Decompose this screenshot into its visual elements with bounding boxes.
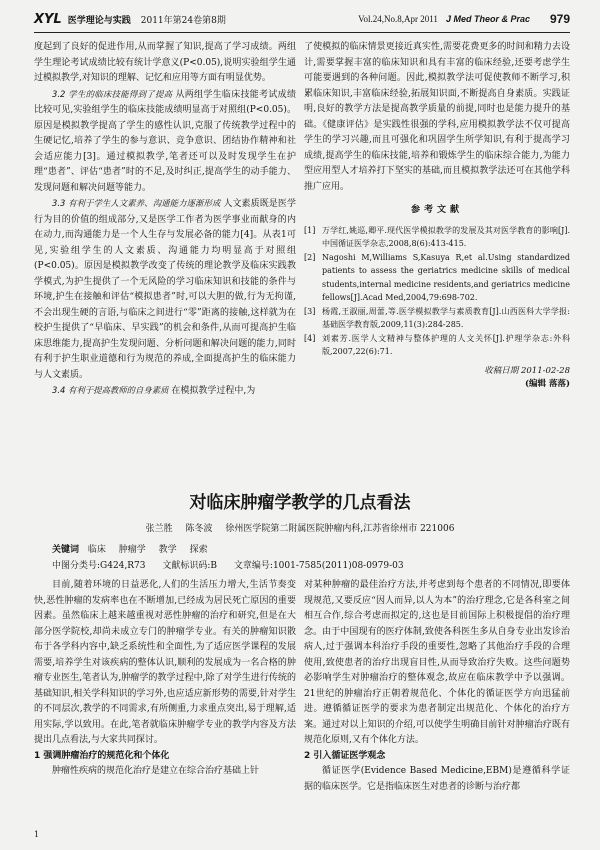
header-rule: [34, 32, 570, 33]
section-3-3: [34, 196, 296, 383]
section-heading: 2 引入循证医学观念: [304, 750, 386, 761]
paragraph: 了使模拟的临床情景更接近真实性,需要花费更多的时间和精力去设计,需要掌握丰富的临床知识和具有丰富的临床经验,还要考虑学生可能要遇到的各种问题。因此,模拟教学法可促使教师不断学习,积累临床知识,丰富临床经验,拓展知识面,不断提高自身素质。实践证明,良好的教学方法是提高教学质量的前提,同时也是能力提升的基础。《健康评估》是实践性很强的学科,应用模拟教学法不仅可提高学生的学习兴趣,而且可强化和巩固学生所学知识,有利于提高学习成绩,提高学生的临床技能,培养和锻炼学生的临床综合能力,为能力型应用型人才培养打下坚实的基础,而且模拟教学法还可在其他学科推广应用。: [304, 42, 570, 192]
reference-item: [1] 万学红,姚巡,卿平.现代医学模拟教学的发展及其对医学教育的影响[J].中国循证医学杂志,2008,8(6):413-415.: [304, 225, 570, 248]
volume-en: Vol.24,No.8,Apr 2011: [358, 14, 438, 24]
subsection-title: 3.4 有利于提高教师的自身素质: [52, 385, 169, 395]
volume-cn: 2011年第24卷第8期: [140, 15, 226, 26]
keyword: 肿瘤学: [118, 545, 146, 555]
keywords-label: 关键词: [52, 545, 80, 555]
keywords-line: [52, 542, 572, 555]
footer-mark: 1: [34, 830, 40, 839]
subsection-title: 3.2 学生的临床技能得到了提高: [52, 88, 173, 99]
document-code: 文献标识码:B: [162, 561, 218, 571]
keyword: 临床: [87, 545, 106, 555]
paragraph: 在模拟教学过程中,为: [171, 386, 256, 396]
paragraph: 循证医学(Evidence Based Medicine,EBM)是遵循科学证据的临床医学。它是指临床医生对患者的诊断与治疗都: [304, 766, 570, 792]
article-left-column: [34, 578, 296, 780]
article-title: 对临床肿瘤学教学的几点看法: [189, 493, 411, 513]
paragraph: 度起到了良好的促进作用,从而掌握了知识,提高了学习成绩。两组学生理论考试成绩比较有统计学意义(P<0.05),说明实验组学生通过模拟教学,对知识的理解、记忆和应用等方面有明显优势。: [34, 42, 296, 83]
author-name: 张兰胜: [145, 524, 173, 534]
paragraph: 人文素质既是医学行为目的价值的组成部分,又是医学工作者为医学事业而献身的内在动力,而沟通能力是一个人生存与发展必备的能力[4]。从表1可见,实验组学生的人文素质、沟通能力均明显高于对照组(P<0.05)。原因是模拟教学改变了传统的理论教学及临床实践教学模式,为护生提供了一个无风险的学习临床知识和技能的条件与环境,护生在接触和评估“模拟患者”时,可以大胆的做,行为无拘谨,不会出现生硬的言语,与临床之间进行“零”距离的接触,这样就为在校护生提供了“早临床、早实践”的机会和条件,从而可提高护生临床思维能力,提高护生发现问题、分析问题和解决问题的能力,同时有利于护生职业道德和行为规范的养成,全面提高护生的临床能力与人文素质。: [34, 199, 296, 380]
keyword: 教学: [158, 545, 177, 555]
reference-item: [2] Nagoshi M,Williams S,Kasuya R,et al.Using standardized patients to assess the geriatrics medicine skills of medical students,internal medicine residents,and geriatrics medicine fellows[J].Acad Med,2004,79:698-702.: [304, 252, 570, 302]
prev-article-right-column: [304, 40, 570, 391]
paragraph: 对某种肿瘤的最佳治疗方法,并考虑到每个患者的不同情况,即要体现规范,又要反应“因人而异,以人为本”的治疗理念,它是各科室之间相互合作,综合考虑而拟定的,这也是目前国际上积极提倡的治疗理念。由于中国现有的医疗体制,致使各科医生多从自身专业出发诊治病人,过于强调本科治疗手段的重要性,忽略了其他治疗手段的合理使用,致使患者的治疗出现盲目性,从而导致治疗失败。这些问题势必影响学生对肿瘤治疗的整体观念,故应在临床教学中予以强调。21世纪的肿瘤治疗正朝着规范化、个体化的循证医学方向迅猛前进。遵循循证医学的要求为患者制定出规范化、个体化的治疗方案。通过对以上知识的介绍,可以使学生明确目前针对肿瘤治疗既有规范化原则,又有个体化方法。: [304, 580, 570, 745]
reference-item: [3] 杨霞,王淑丽,周蕾,等.医学模拟教学与素质教育[J].山西医科大学学报:基础医学教育版,2009,11(3):284-285.: [304, 306, 570, 329]
subsection-title: 3.3 有利于学生人文素养、沟通能力逐渐形成: [52, 198, 221, 208]
reference-item: [4] 刘素芳.医学人文精神与整体护理的人文关怀[J].护理学杂志:外科版,2007,22(6):71.: [304, 333, 570, 356]
author-name: 陈冬波: [185, 524, 213, 534]
section-3-2: [34, 87, 296, 197]
journal-name-en: J Med Theor & Prac: [445, 14, 530, 24]
paragraph: 从两组学生临床技能考试成绩比较可见,实验组学生的临床技能成绩明显高于对照组(P<0.05)。原因是模拟教学提高了学生的感性认识,克服了传统教学过程中的生硬记忆,培养了学生的参与意识、竞争意识、团结协作精神和社会适应能力[3]。通过模拟教学,笔者还可以及时发现学生在护理“患者”、评估“患者”时的不足,及时纠正,提高学生的动手能力、发现问题和解决问题等能力。: [34, 89, 296, 193]
keyword: 探索: [189, 545, 208, 555]
journal-name-cn: 医学理论与实践: [67, 15, 131, 26]
page-number: 979: [549, 12, 570, 26]
section-3-4: [34, 383, 296, 400]
article-number: 文章编号:1001-7585(2011)08-0979-03: [233, 561, 404, 571]
paragraph: 目前,随着环境的日益恶化,人们的生活压力增大,生活节奏变快,恶性肿瘤的发病率也在不断增加,已经成为居民死亡原因的重要因素。虽然临床上越来越重视对恶性肿瘤的治疗和研究,但是在大部分医学院校,却尚未成立专门的肿瘤学专业。有关的肿瘤知识散布于各学科内容中,缺乏系统性和全面性,为了适应医学课程的发展需要,培养学生对该疾病的整体认识,顺利的发展成为一名合格的肿瘤专业医生,笔者认为,肿瘤学的教学过程中,除了对学生进行传统的基础知识,相关学科知识的学习外,也应适应新形势的需要,针对学生的不同层次,教学的不同需求,有所侧重,力求重点突出,易于理解,适用实际,学以致用。在此,笔者就临床肿瘤学专业的教学内容及方法提出几点看法,与大家共同探讨。: [34, 580, 296, 745]
references-heading: 参考文献: [410, 205, 463, 215]
reference-list: [304, 224, 570, 359]
article-right-column: [304, 578, 570, 795]
classification-line: [52, 558, 572, 571]
section-heading: 1 强调肿瘤治疗的规范化和个体化: [34, 750, 170, 761]
running-header: [34, 10, 570, 28]
paragraph: 肿瘤性疾病的规范化治疗是建立在综合治疗基础上针: [52, 766, 260, 776]
journal-logo: XYL: [34, 11, 62, 27]
prev-article-left-column: [34, 40, 296, 400]
received-date: 收稿日期 2011-02-28: [484, 365, 570, 376]
author-line: [0, 521, 600, 534]
clc-number: 中图分类号:G424,R73: [52, 561, 146, 571]
editor-note: (编辑 落落): [524, 378, 570, 389]
affiliation: 徐州医学院第二附属医院肿瘤内科,江苏省徐州市 221006: [225, 524, 455, 534]
